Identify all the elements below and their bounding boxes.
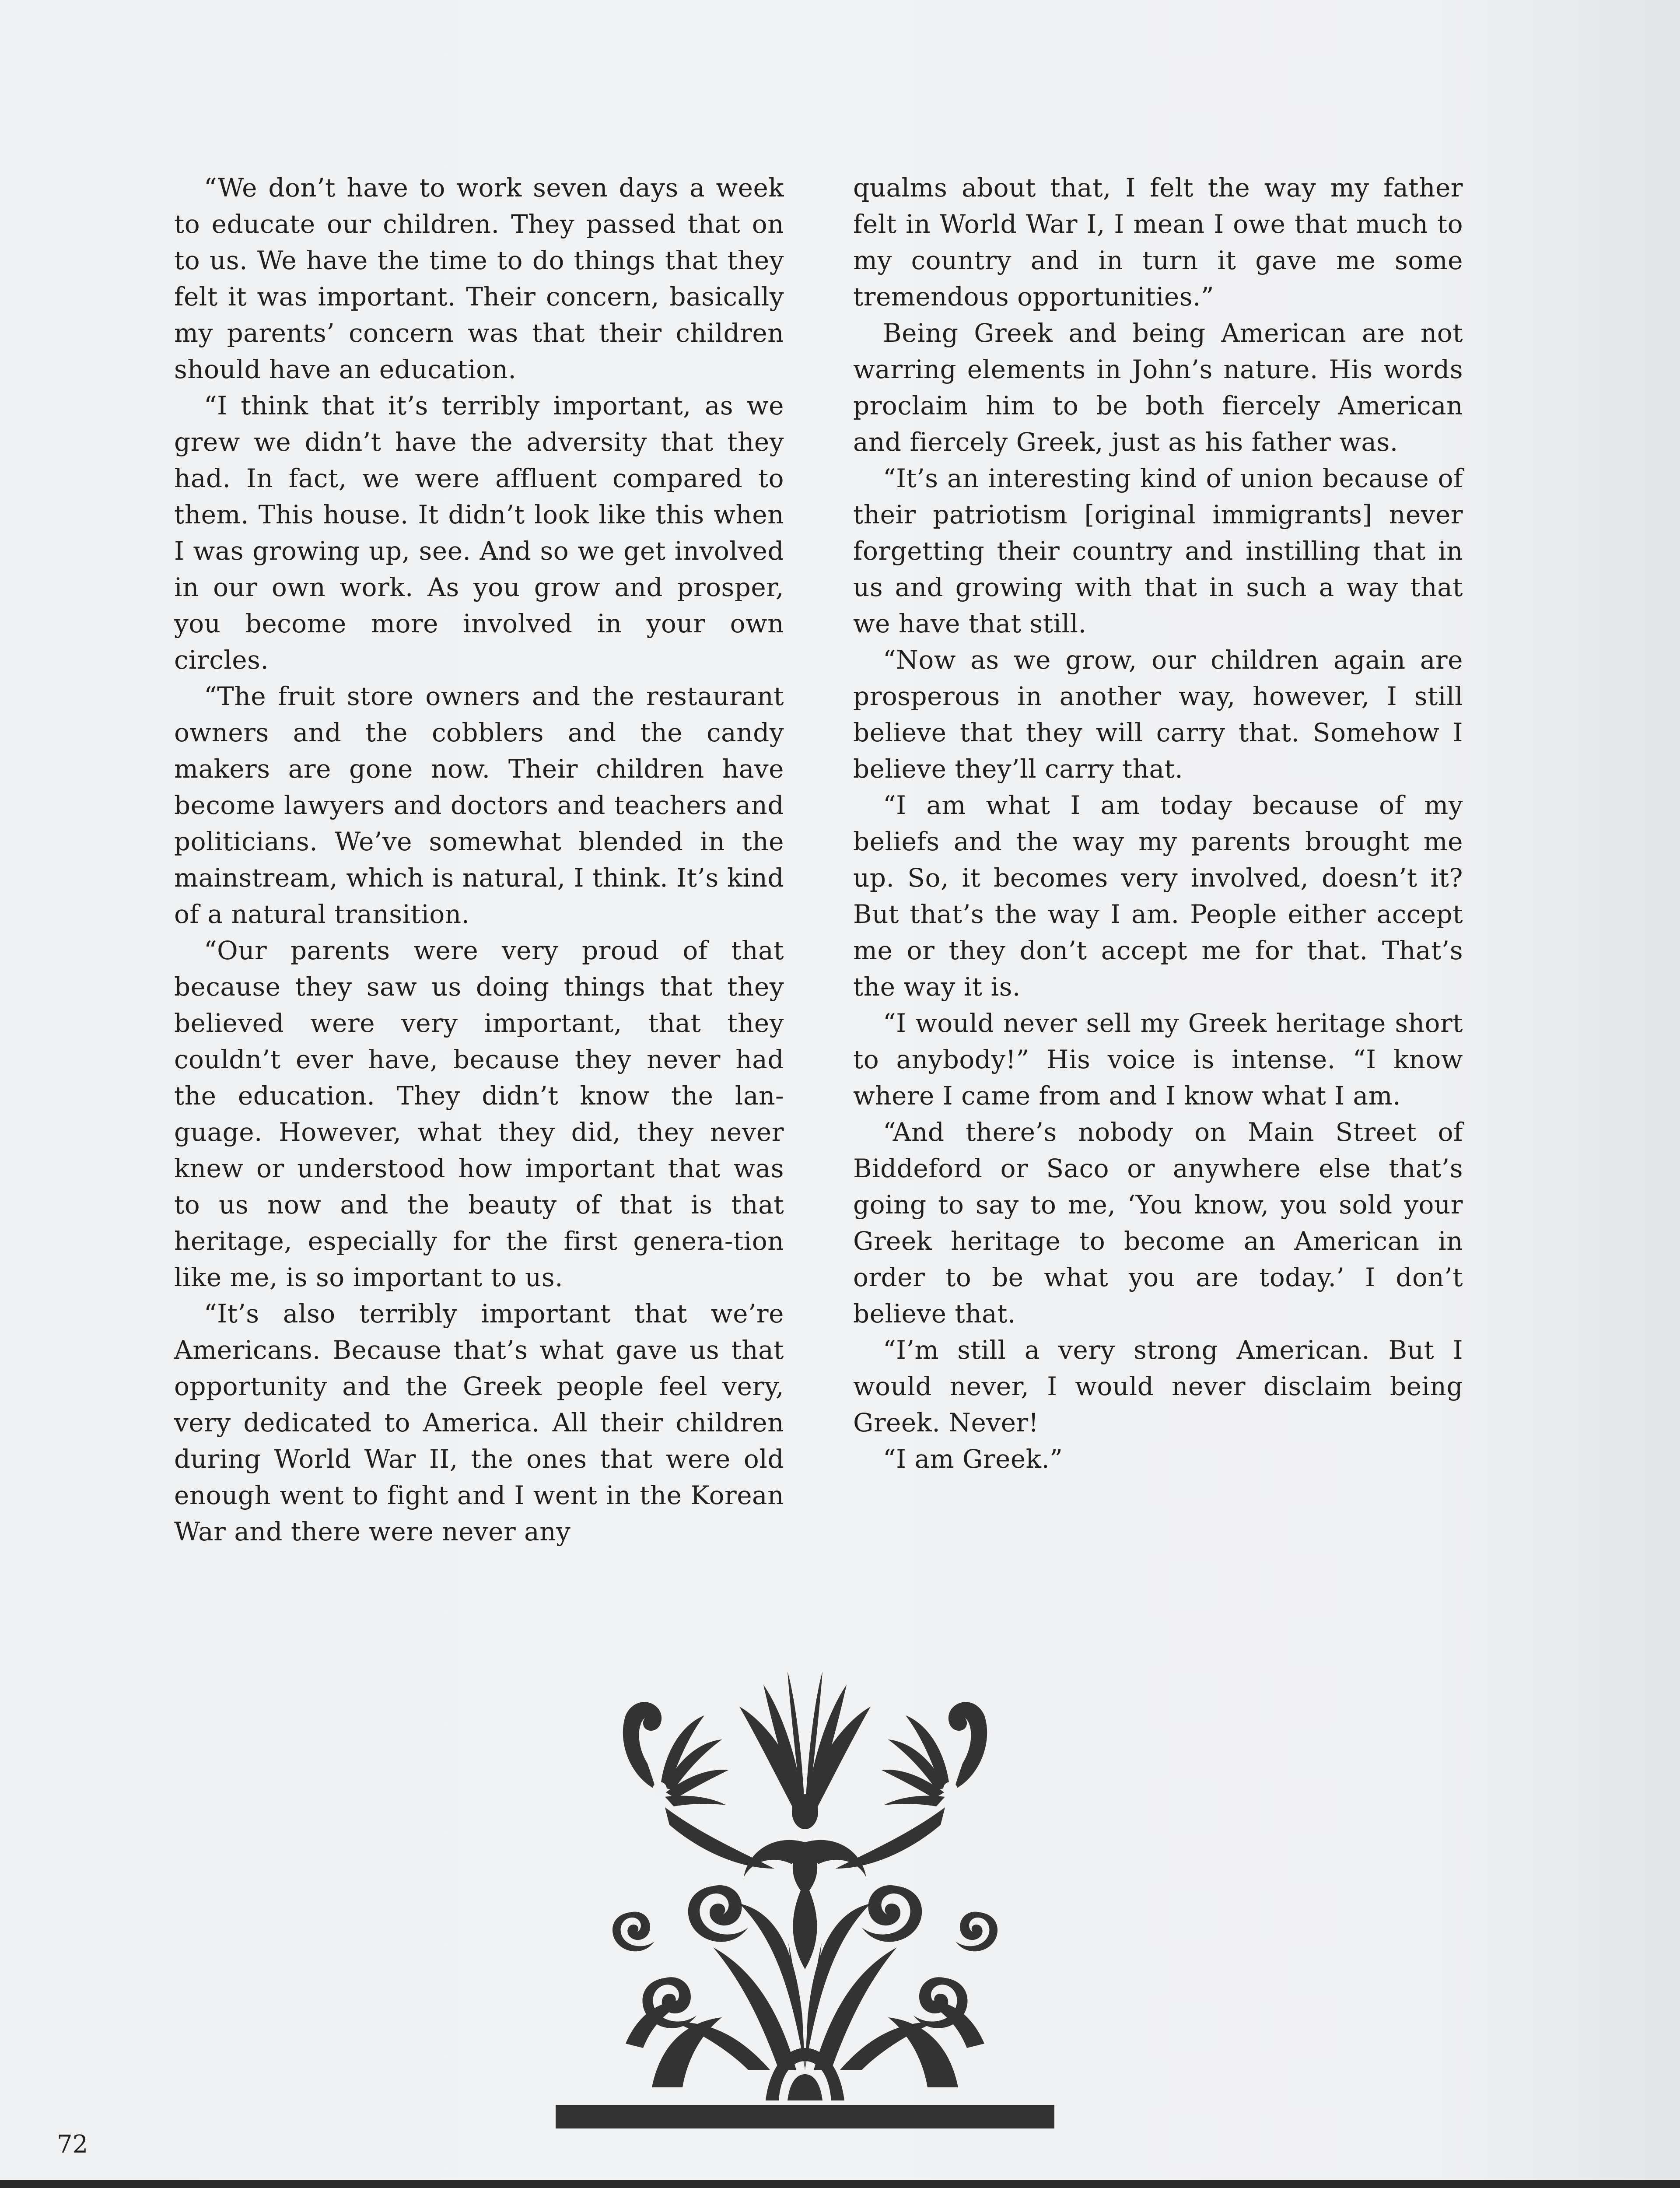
paragraph: “Now as we grow, our children again are prosperous in another way, however, I still believe that they will carry that. Somehow I believe they’ll carry that. xyxy=(853,645,1463,784)
paragraph: “I am Greek.” xyxy=(883,1444,1063,1474)
text-column-right xyxy=(853,170,1463,1477)
paragraph: “I’m still a very strong American. But I would never, I would never disclaim being Greek. Never! xyxy=(853,1335,1463,1438)
paragraph: “The fruit store owners and the restaurant owners and the cobblers and the candy makers are gone now. Their children have become lawyers and doctors and teachers and politicians. We’ve somewhat blended in the mainstream, which is natural, I think. It’s kind of a natural transition. xyxy=(174,681,784,929)
page-number: 72 xyxy=(57,2130,88,2159)
paragraph: “I think that it’s terribly important, as we grew we didn’t have the adversity that they had. In fact, we were affluent compared to them. This house. It didn’t look like this when I was growing up, see. And so we get involved in our own work. As you grow and prosper, you become more involved in your own circles. xyxy=(174,391,784,675)
paragraph: “We don’t have to work seven days a week to educate our children. They passed that on to us. We have the time to do things that they felt it was important. Their concern, basically my parents’ concern was that their children should have an education. xyxy=(174,173,784,384)
greek-palmette-anthemion-icon xyxy=(556,1606,1054,2129)
page-edge xyxy=(0,2180,1680,2188)
paragraph: “Our parents were very proud of that because they saw us doing things that they believed were very important, that they couldn’t ever have, because they never had the education. They didn’t know the lan-guage. However, what they did, they never knew or understood how important that was to us now and the beauty of that is that heritage, especially for the first genera-tion like me, is so important to us. xyxy=(174,936,784,1292)
paragraph: “It’s an interesting kind of union because of their patriotism [original immigrants] never forgetting their country and instilling that in us and growing with that in such a way that we have that still. xyxy=(853,463,1463,638)
paragraph: “It’s also terribly important that we’re Americans. Because that’s what gave us that opportunity and the Greek people feel very, very dedicated to America. All their children during World War II, the ones that were old enough went to fight and I went in the Korean War and there were never any xyxy=(174,1299,784,1546)
paragraph: Being Greek and being American are not warring elements in John’s nature. His words proclaim him to be both fiercely American and fiercely Greek, just as his father was. xyxy=(853,318,1463,457)
text-column-left xyxy=(174,170,784,1550)
paragraph: “And there’s nobody on Main Street of Biddeford or Saco or anywhere else that’s going to say to me, ‘You know, you sold your Greek heritage to become an American in order to be what you are today.’ I don’t believe that. xyxy=(853,1117,1463,1329)
paragraph: “I am what I am today because of my beliefs and the way my parents brought me up. So, it becomes very involved, doesn’t it? But that’s the way I am. People either accept me or they don’t accept me for that. That’s the way it is. xyxy=(853,790,1463,1002)
paragraph: “I would never sell my Greek heritage short to anybody!” His voice is intense. “I know where I came from and I know what I am. xyxy=(853,1008,1463,1111)
paragraph-continued: qualms about that, I felt the way my father felt in World War I, I mean I owe that much to my country and in turn it gave me some tremendous opportunities.” xyxy=(853,173,1463,312)
